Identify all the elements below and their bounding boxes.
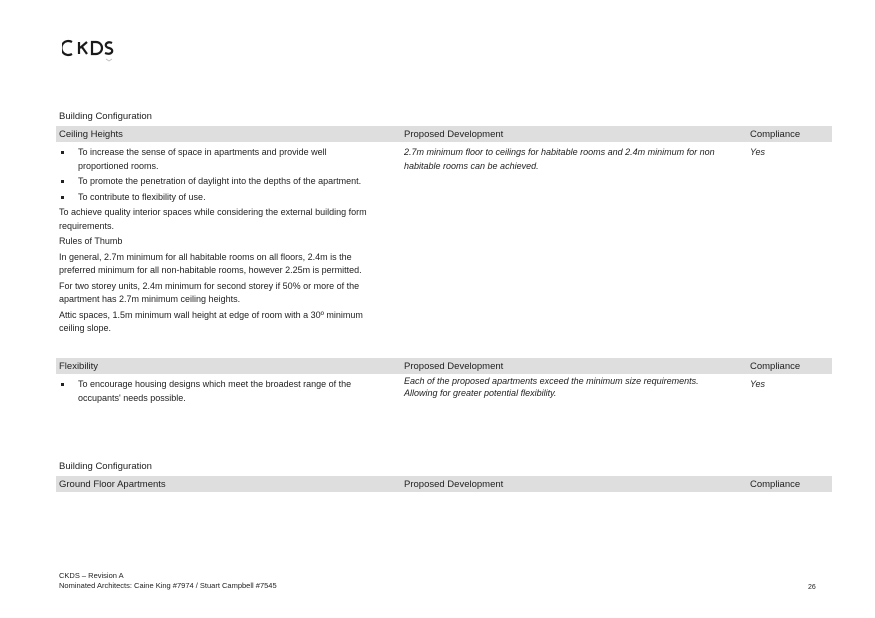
proposed-development-text: 2.7m minimum floor to ceilings for habitable rooms and 2.4m minimum for non habitable rooms can be achieved. (404, 147, 715, 171)
header-col-compliance: Compliance (750, 361, 801, 372)
header-col-proposed: Proposed Development (404, 479, 504, 490)
objective-bullet: To increase the sense of space in apartments and provide well proportioned rooms. (59, 146, 379, 173)
header-col-compliance: Compliance (750, 479, 801, 490)
ceiling-heights-objectives (59, 146, 379, 338)
proposed-development-text: Each of the proposed apartments exceed the minimum size requirements. Allowing for greater potential flexibility. (404, 376, 699, 398)
page-footer (59, 571, 277, 590)
compliance-value: Yes (750, 379, 766, 389)
page-number: 26 (808, 584, 816, 591)
rule-paragraph: Attic spaces, 1.5m minimum wall height at edge of room with a 30º minimum ceiling slope. (59, 309, 363, 333)
objective-bullet: To promote the penetration of daylight into the depths of the apartment. (59, 175, 379, 189)
header-col-proposed: Proposed Development (404, 129, 504, 140)
rules-of-thumb-heading: Rules of Thumb (59, 236, 123, 246)
ckds-logo-mark (62, 34, 132, 64)
table-header-ground-floor-apartments (56, 476, 832, 492)
compliance-value: Yes (750, 147, 766, 157)
header-col-topic: Ground Floor Apartments (59, 479, 166, 490)
ckds-logo (62, 34, 132, 64)
footer-architects: Nominated Architects: Caine King #7974 / Stuart Campbell #7545 (59, 580, 277, 590)
header-col-proposed: Proposed Development (404, 361, 504, 372)
rule-paragraph: For two storey units, 2.4m minimum for second storey if 50% or more of the apartment has 2.7m minimum ceiling heights. (59, 280, 360, 304)
footer-revision: CKDS – Revision A (59, 571, 124, 580)
objective-bullet: To contribute to flexibility of use. (59, 191, 379, 205)
header-col-compliance: Compliance (750, 129, 801, 140)
rule-paragraph: In general, 2.7m minimum for all habitable rooms on all floors, 2.4m is the preferred minimum for all non-habitable rooms, however 2.25m is permitted. (59, 251, 362, 275)
header-col-topic: Ceiling Heights (59, 129, 123, 140)
flexibility-objectives (59, 378, 359, 407)
table-header-ceiling-heights (56, 126, 832, 142)
objective-bullet: To encourage housing designs which meet the broadest range of the occupants' needs possible. (59, 378, 359, 405)
objective-paragraph: To achieve quality interior spaces while considering the external building form requirements. (59, 207, 367, 231)
header-col-topic: Flexibility (59, 361, 99, 372)
section-title: Building Configuration (59, 111, 152, 122)
section-title: Building Configuration (59, 461, 152, 472)
table-header-flexibility (56, 358, 832, 374)
